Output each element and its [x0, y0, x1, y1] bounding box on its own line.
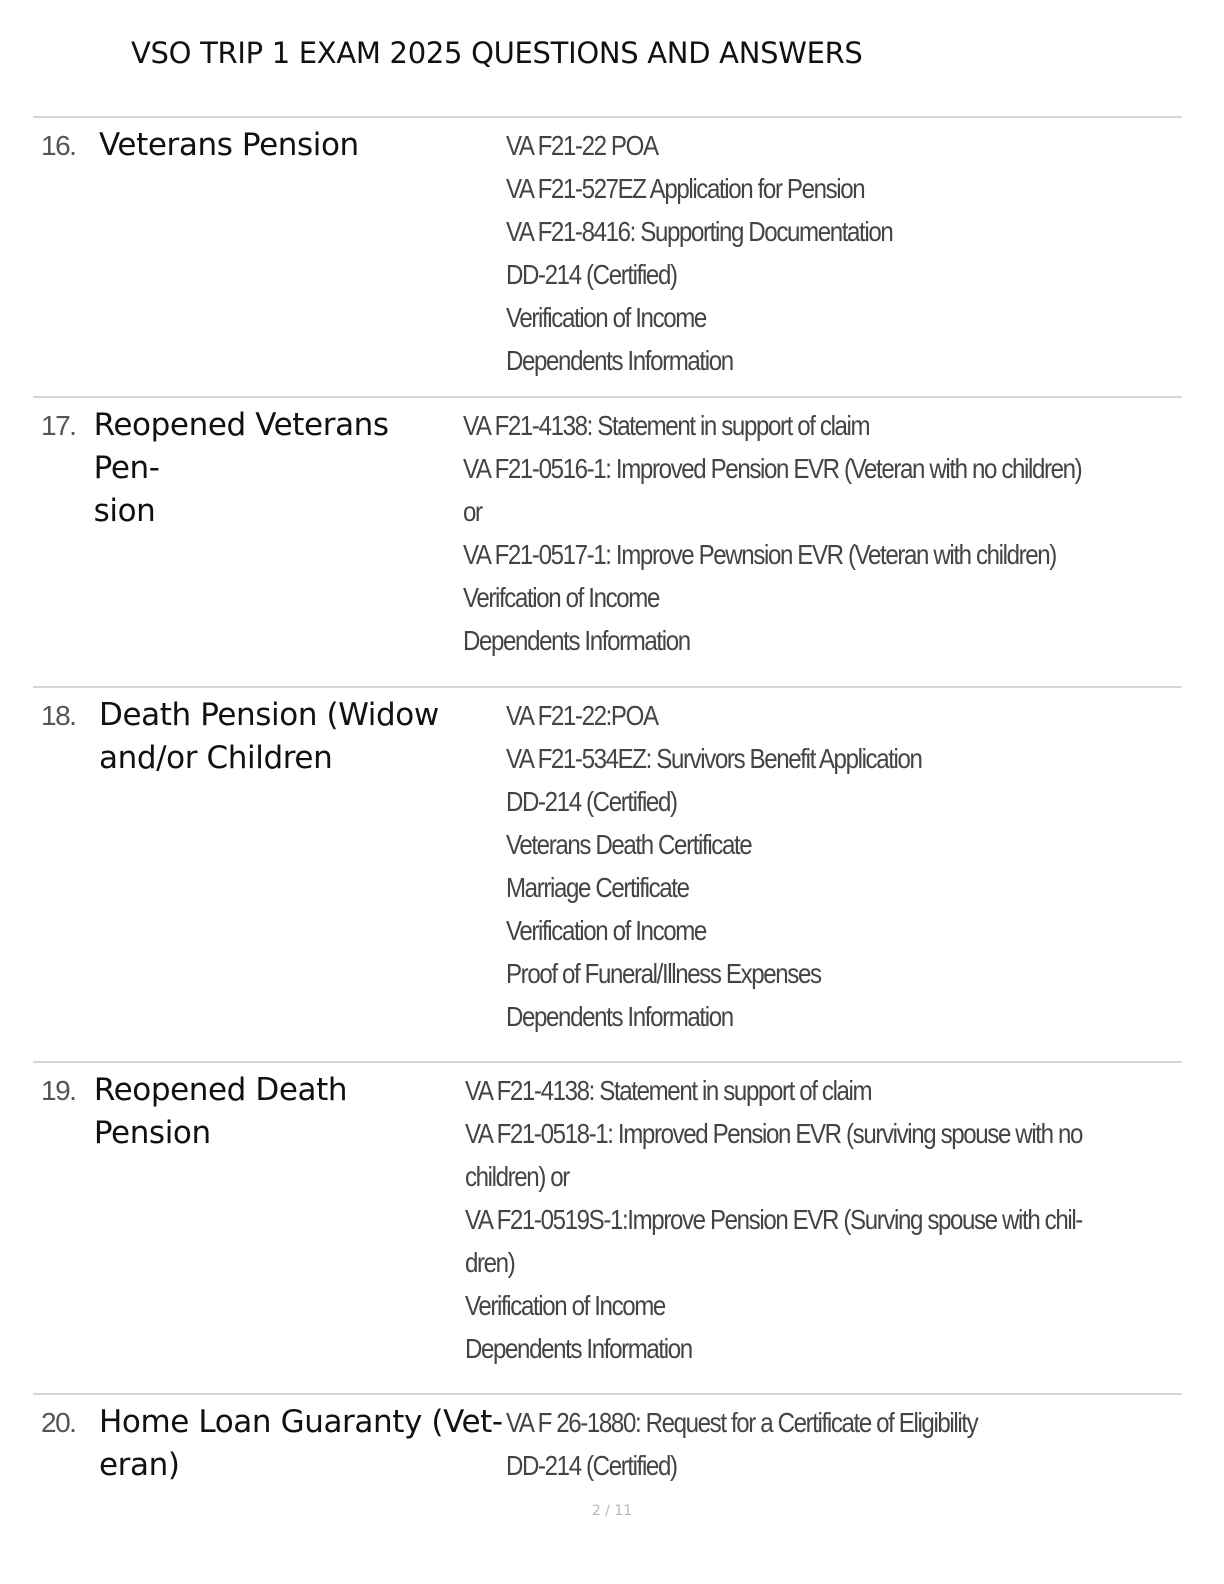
table-row	[33, 396, 1182, 686]
row-requirements	[506, 124, 1087, 396]
requirement-item: VA F21-0517-1: Improve Pewnsion EVR (Veteran with children)	[463, 539, 1056, 570]
row-topic-line: Death Pension (Widow	[99, 697, 439, 733]
row-topic	[99, 124, 506, 396]
row-number: 18.	[41, 700, 76, 731]
row-topic	[94, 1069, 465, 1393]
row-number: 16.	[41, 130, 76, 161]
requirement-item: VA F21-0516-1: Improved Pension EVR (Veteran with no children)	[463, 453, 1082, 484]
row-topic-line: Reopened Death Pension	[93, 1072, 348, 1151]
requirement-item: VA F21-22:POA	[506, 700, 658, 731]
row-requirements	[506, 694, 1087, 1061]
requirement-item: children) or	[464, 1161, 569, 1192]
requirement-item: Veterans Death Certificate	[506, 829, 752, 860]
row-topic	[99, 694, 506, 1061]
requirement-item: Dependents Information	[506, 1001, 733, 1032]
document-title: VSO TRIP 1 EXAM 2025 QUESTIONS AND ANSWERS	[131, 36, 863, 70]
row-requirements	[506, 1401, 1087, 1503]
row-number: 19.	[41, 1075, 76, 1106]
requirement-item: VA F21-534EZ: Survivors Benefit Application	[506, 743, 922, 774]
table-row	[33, 1061, 1182, 1393]
requirement-item: or	[463, 496, 482, 527]
requirement-item: Dependents Information	[464, 1333, 692, 1364]
row-topic-line: sion	[93, 493, 156, 529]
requirement-item: VA F21-4138: Statement in support of claim	[464, 1075, 871, 1106]
page-number: 2 / 11	[591, 1503, 633, 1519]
table-row	[33, 116, 1182, 396]
requirement-item: Dependents Information	[506, 345, 733, 376]
requirement-item: Verification of Income	[506, 302, 706, 333]
row-topic-line: eran)	[99, 1447, 180, 1483]
requirement-item: Proof of Funeral/Illness Expenses	[506, 958, 821, 989]
row-requirements	[465, 1069, 1082, 1393]
requirement-item: Verifcation of Income	[463, 582, 660, 613]
row-topic	[94, 404, 463, 686]
requirements-table	[33, 116, 1182, 1503]
requirement-item: VA F21-22 POA	[506, 130, 658, 161]
table-row	[33, 1393, 1182, 1503]
row-number: 20.	[41, 1407, 76, 1438]
requirement-item: Dependents Information	[463, 625, 690, 656]
requirement-item: VA F 26-1880: Request for a Certificate of Eligibility	[506, 1407, 978, 1438]
row-topic-line: Home Loan Guaranty (Vet-	[99, 1404, 503, 1440]
row-number: 17.	[41, 410, 76, 441]
requirement-item: VA F21-4138: Statement in support of claim	[463, 410, 870, 441]
requirement-item: DD-214 (Certified)	[506, 259, 677, 290]
requirement-item: VA F21-527EZ Application for Pension	[506, 173, 865, 204]
row-topic-line: and/or Children	[99, 740, 333, 776]
requirement-item: dren)	[464, 1247, 514, 1278]
requirement-item: Marriage Certificate	[506, 872, 689, 903]
requirement-item: Verification of Income	[464, 1290, 665, 1321]
table-row	[33, 686, 1182, 1061]
row-topic-line: Reopened Veterans Pen-	[93, 407, 389, 486]
requirement-item: DD-214 (Certified)	[506, 786, 677, 817]
requirement-item: Verification of Income	[506, 915, 706, 946]
requirement-item: DD-214 (Certified)	[506, 1450, 677, 1481]
row-topic-line: Veterans Pension	[99, 127, 359, 163]
requirement-item: VA F21-0518-1: Improved Pension EVR (surviving spouse with no	[464, 1118, 1082, 1149]
row-topic	[99, 1401, 506, 1503]
requirement-item: VA F21-8416: Supporting Documentation	[506, 216, 893, 247]
requirement-item: VA F21-0519S-1:Improve Pension EVR (Surving spouse with chil-	[464, 1204, 1082, 1235]
row-requirements	[463, 404, 1081, 686]
